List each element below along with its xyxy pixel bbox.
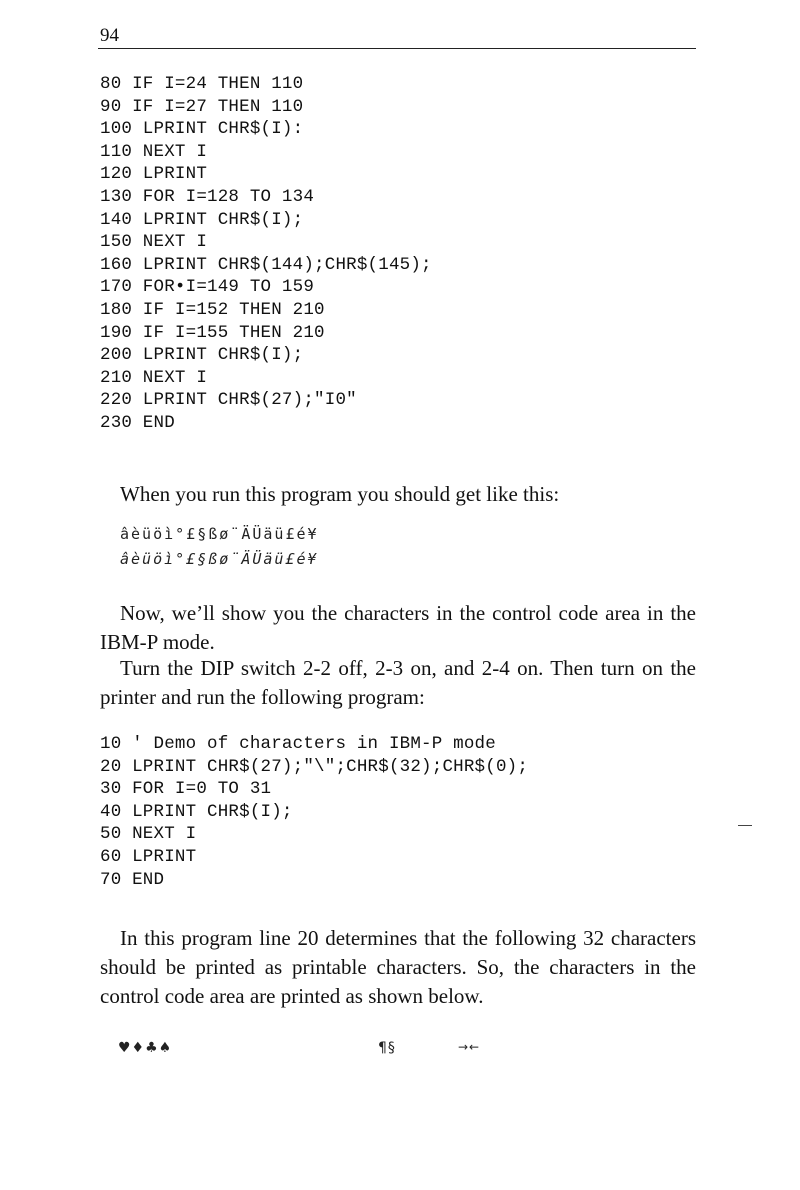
- code-line: 80 IF I=24 THEN 110: [100, 74, 304, 94]
- paragraph-dip-switch: [100, 654, 696, 712]
- code-line: 100 LPRINT CHR$(I):: [100, 119, 304, 140]
- control-code-glyphs: [0, 1040, 800, 1064]
- code-line: 90 IF I=27 THEN 110: [100, 96, 304, 117]
- code-line: 230 END: [100, 412, 175, 433]
- basic-listing-1: [100, 73, 432, 435]
- paragraph-run-result: [100, 480, 696, 509]
- paragraph-text: Turn the DIP switch 2-2 off, 2-3 on, and 2-4 on. Then turn on the printer and run the following program:: [100, 656, 696, 709]
- pilcrow-section-glyphs: ¶§: [378, 1040, 396, 1056]
- code-line: 110 NEXT I: [100, 141, 208, 162]
- code-line: 50 NEXT I: [100, 824, 197, 845]
- card-suit-glyphs: ♥♦♣♠: [118, 1040, 173, 1056]
- margin-mark: [738, 825, 752, 826]
- code-line: 140 LPRINT CHR$(I);: [100, 209, 304, 230]
- header-rule: [98, 48, 696, 49]
- basic-listing-2: [100, 733, 528, 891]
- sample-output-upright: âèüöì°£§ßø¨ÄÜäü£é¥: [120, 525, 319, 543]
- code-line: 220 LPRINT CHR$(27);"I0": [100, 390, 357, 411]
- arrow-glyphs: →←: [458, 1040, 481, 1054]
- code-line: 130 FOR I=128 TO 134: [100, 186, 315, 207]
- code-line: 70 END: [100, 869, 165, 890]
- code-line: 30 FOR I=0 TO 31: [100, 779, 272, 800]
- page-number: 94: [100, 25, 119, 46]
- paragraph-control-intro: [100, 599, 696, 657]
- code-line: 120 LPRINT: [100, 164, 208, 185]
- paragraph-text: In this program line 20 determines that the following 32 characters should be printed as printable characters. So, the characters in the control code area are printed as shown below.: [100, 926, 696, 1008]
- paragraph-text: Now, we’ll show you the characters in the control code area in the IBM-P mode.: [100, 601, 696, 654]
- code-line: 160 LPRINT CHR$(144);CHR$(145);: [100, 254, 432, 275]
- code-line: 40 LPRINT CHR$(I);: [100, 801, 293, 822]
- code-line: 170 FOR•I=149 TO 159: [100, 277, 315, 298]
- code-line: 200 LPRINT CHR$(I);: [100, 345, 304, 366]
- paragraph-explanation: [100, 924, 696, 1011]
- code-line: 190 IF I=155 THEN 210: [100, 322, 325, 343]
- code-line: 180 IF I=152 THEN 210: [100, 299, 325, 320]
- code-line: 150 NEXT I: [100, 232, 208, 253]
- code-line: 20 LPRINT CHR$(27);"\";CHR$(32);CHR$(0);: [100, 756, 529, 777]
- code-line: 60 LPRINT: [100, 846, 197, 867]
- paragraph-text: When you run this program you should get like this:: [120, 482, 560, 506]
- sample-output-italic: âèüöì°£§ßø¨ÄÜäü£é¥: [120, 550, 319, 568]
- code-line: 10 ' Demo of characters in IBM-P mode: [100, 734, 496, 754]
- code-line: 210 NEXT I: [100, 367, 208, 388]
